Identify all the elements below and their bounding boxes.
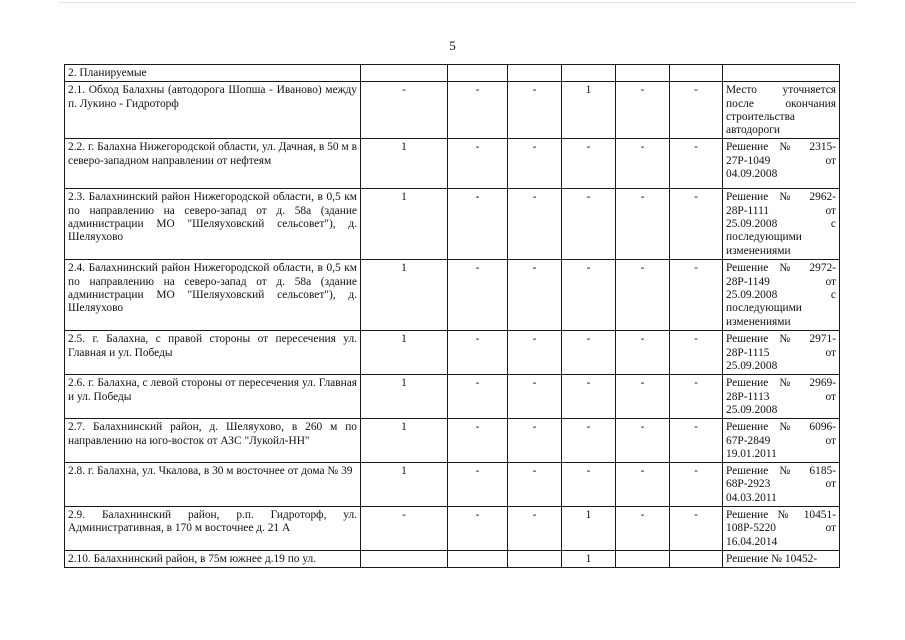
quantity-cell: - (448, 463, 508, 507)
quantity-cell: - (508, 419, 562, 463)
table-row (65, 463, 840, 507)
quantity-cell: - (508, 260, 562, 331)
quantity-cell: 1 (361, 260, 448, 331)
decision-reference: Решение № 6096-67Р-2849 от 19.01.2011 (723, 419, 840, 463)
quantity-cell: 1 (361, 463, 448, 507)
quantity-cell: 1 (562, 550, 616, 567)
quantity-cell: 1 (562, 82, 616, 139)
quantity-cell: - (670, 260, 723, 331)
decision-reference: Решение № 10451-108Р-5220 от 16.04.2014 (723, 507, 840, 551)
empty-cell (723, 65, 840, 82)
quantity-cell: - (562, 419, 616, 463)
decision-reference: Решение № 2962-28Р-1111 от 25.09.2008 с последующими изменениями (723, 189, 840, 260)
quantity-cell: - (448, 82, 508, 139)
quantity-cell: - (361, 507, 448, 551)
quantity-cell: - (670, 419, 723, 463)
section-title: 2. Планируемые (65, 65, 361, 82)
location-description: 2.7. Балахнинский район, д. Шеляухово, в 260 м по направлению на юго-восток от АЗС "Лукойл-НН" (65, 419, 361, 463)
quantity-cell (508, 550, 562, 567)
quantity-cell: - (448, 375, 508, 419)
quantity-cell: - (562, 189, 616, 260)
table-body (65, 65, 840, 568)
table-row (65, 507, 840, 551)
empty-cell (448, 65, 508, 82)
quantity-cell: 1 (361, 139, 448, 189)
decision-reference: Решение № 2315-27Р-1049 от 04.09.2008 (723, 139, 840, 189)
decision-reference: Решение № 2972-28Р-1149 от 25.09.2008 с последующими изменениями (723, 260, 840, 331)
scan-top-edge (60, 2, 855, 4)
table-row (65, 331, 840, 375)
quantity-cell: - (616, 189, 670, 260)
quantity-cell: - (616, 507, 670, 551)
quantity-cell: - (616, 82, 670, 139)
location-description: 2.6. г. Балахна, с левой стороны от пересечения ул. Главная и ул. Победы (65, 375, 361, 419)
quantity-cell (670, 550, 723, 567)
location-description: 2.2. г. Балахна Нижегородской области, ул. Дачная, в 50 м в северо-западном направлении от нефтеям (65, 139, 361, 189)
decision-reference: Решение № 2971-28Р-1115 от 25.09.2008 (723, 331, 840, 375)
empty-cell (670, 65, 723, 82)
quantity-cell: - (508, 139, 562, 189)
decision-reference: Решение № 10452- (723, 550, 840, 567)
quantity-cell: - (361, 82, 448, 139)
quantity-cell (361, 550, 448, 567)
quantity-cell: - (670, 139, 723, 189)
quantity-cell: - (508, 375, 562, 419)
table-row (65, 82, 840, 139)
quantity-cell: - (670, 375, 723, 419)
quantity-cell: 1 (361, 419, 448, 463)
quantity-cell: 1 (562, 507, 616, 551)
location-description: 2.1. Обход Балахны (автодорога Шопша - Иваново) между п. Лукино - Гидроторф (65, 82, 361, 139)
empty-cell (361, 65, 448, 82)
location-description: 2.3. Балахнинский район Нижегородской области, в 0,5 км по направлению на северо-запад от д. 58а (здание администрации МО "Шеляуховский сельсовет"), д. Шеляухово (65, 189, 361, 260)
decision-reference: Решение № 2969-28Р-1113 от 25.09.2008 (723, 375, 840, 419)
quantity-cell: - (616, 419, 670, 463)
decision-reference: Место уточняется после окончания строительства автодороги (723, 82, 840, 139)
quantity-cell: - (448, 260, 508, 331)
location-description: 2.10. Балахнинский район, в 75м южнее д.19 по ул. (65, 550, 361, 567)
section-header-row (65, 65, 840, 82)
billboard-locations-table (64, 64, 840, 568)
empty-cell (508, 65, 562, 82)
quantity-cell: - (508, 189, 562, 260)
quantity-cell: - (670, 82, 723, 139)
location-description: 2.8. г. Балахна, ул. Чкалова, в 30 м восточнее от дома № 39 (65, 463, 361, 507)
quantity-cell: - (670, 189, 723, 260)
quantity-cell (616, 550, 670, 567)
empty-cell (616, 65, 670, 82)
quantity-cell: - (616, 260, 670, 331)
quantity-cell (448, 550, 508, 567)
location-description: 2.9. Балахнинский район, р.п. Гидроторф, ул. Административная, в 170 м восточнее д. 21 А (65, 507, 361, 551)
quantity-cell: - (448, 507, 508, 551)
table-row (65, 139, 840, 189)
quantity-cell: - (670, 331, 723, 375)
table-row (65, 550, 840, 567)
table-row (65, 260, 840, 331)
quantity-cell: - (448, 139, 508, 189)
quantity-cell: 1 (361, 189, 448, 260)
quantity-cell: - (508, 463, 562, 507)
location-description: 2.5. г. Балахна, с правой стороны от пересечения ул. Главная и ул. Победы (65, 331, 361, 375)
quantity-cell: - (616, 463, 670, 507)
quantity-cell: - (448, 189, 508, 260)
quantity-cell: - (448, 419, 508, 463)
empty-cell (562, 65, 616, 82)
quantity-cell: - (508, 331, 562, 375)
quantity-cell: - (448, 331, 508, 375)
quantity-cell: - (616, 375, 670, 419)
decision-reference: Решение № 6185-68Р-2923 от 04.03.2011 (723, 463, 840, 507)
quantity-cell: - (562, 331, 616, 375)
table-row (65, 375, 840, 419)
quantity-cell: - (562, 139, 616, 189)
quantity-cell: - (670, 463, 723, 507)
quantity-cell: - (616, 331, 670, 375)
quantity-cell: - (562, 260, 616, 331)
table-row (65, 189, 840, 260)
quantity-cell: 1 (361, 375, 448, 419)
quantity-cell: - (508, 507, 562, 551)
quantity-cell: - (562, 375, 616, 419)
location-description: 2.4. Балахнинский район Нижегородской области, в 0,5 км по направлению на северо-запад от д. 58а (здание администрации МО "Шеляуховский сельсовет"), д. Шеляухово (65, 260, 361, 331)
page-number: 5 (449, 38, 456, 53)
quantity-cell: - (562, 463, 616, 507)
quantity-cell: - (670, 507, 723, 551)
quantity-cell: 1 (361, 331, 448, 375)
quantity-cell: - (508, 82, 562, 139)
quantity-cell: - (616, 139, 670, 189)
table-row (65, 419, 840, 463)
